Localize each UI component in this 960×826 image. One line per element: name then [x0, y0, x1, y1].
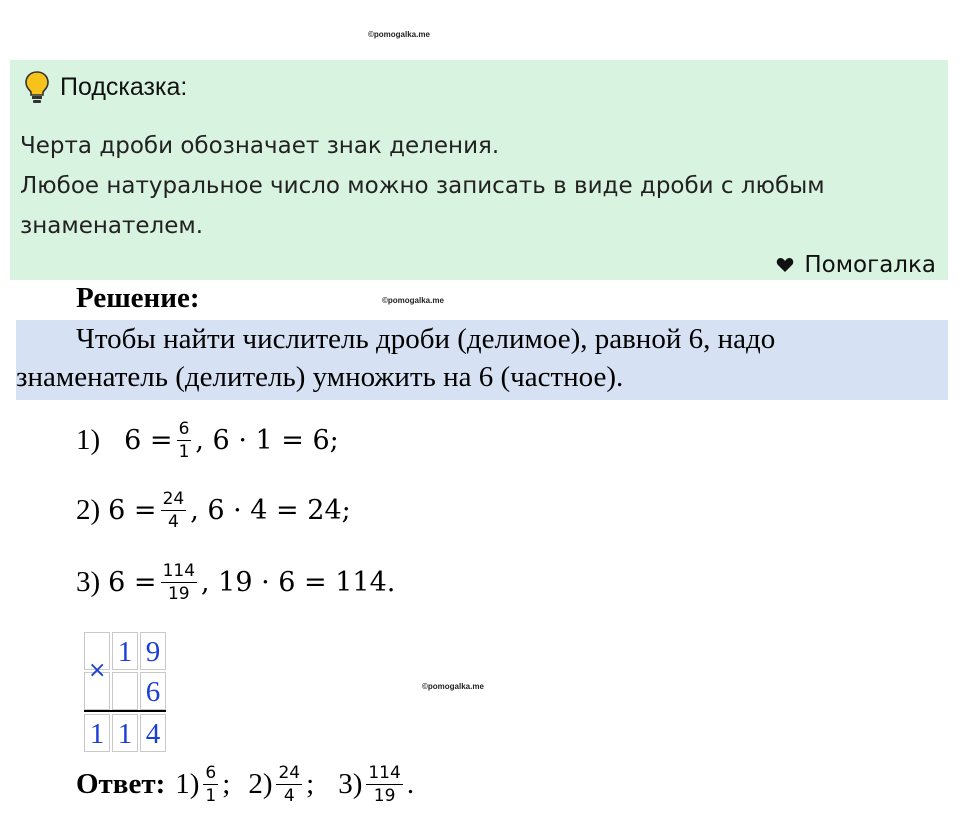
answer-line: [76, 762, 414, 807]
paragraph-line: Чтобы найти числитель дроби (делимое), равной 6, надо: [76, 323, 776, 355]
heart-icon: [776, 257, 794, 273]
solution-paragraph: [16, 320, 948, 400]
step-rest: , 6 · 4 = 24;: [190, 495, 351, 526]
denominator: 1: [178, 442, 190, 462]
numerator: 24: [162, 489, 185, 509]
answer-item-label: 2): [248, 768, 273, 800]
grid-cell: 9: [140, 632, 166, 670]
hint-line: знаменателем.: [20, 213, 204, 239]
numerator: 114: [368, 763, 401, 783]
hint-title: Подсказка:: [60, 72, 188, 101]
grid-cell: 1: [84, 714, 110, 752]
denominator: 19: [167, 584, 190, 604]
solution-title: Решение:: [76, 282, 200, 314]
answer-separator: .: [406, 768, 415, 800]
numerator: 6: [205, 763, 217, 783]
fraction: [276, 762, 302, 807]
denominator: 1: [205, 786, 217, 806]
numerator: 114: [162, 561, 196, 581]
answer-separator: ;: [306, 768, 315, 800]
hint-box: [10, 60, 948, 280]
step-3: [76, 560, 395, 605]
result-line: [84, 710, 166, 712]
step-lhs: 6 =: [124, 425, 173, 456]
step-rest: , 19 · 6 = 114.: [201, 567, 396, 598]
step-2: [76, 488, 351, 533]
grid-cell: 1: [112, 714, 138, 752]
multiplication-grid: [84, 632, 166, 752]
hint-text: [20, 126, 940, 246]
denominator: 19: [373, 786, 396, 806]
fraction: [177, 418, 192, 463]
lightbulb-icon: [24, 70, 50, 104]
step-label: 2): [76, 494, 101, 526]
fraction: [161, 488, 187, 533]
grid-cell: [112, 672, 138, 710]
watermark: ©pomogalka.me: [422, 682, 484, 691]
hint-line: Черта дроби обозначает знак деления.: [20, 133, 500, 159]
brand-label: [776, 252, 936, 278]
fraction: [161, 560, 197, 605]
numerator: 6: [178, 419, 190, 439]
denominator: 4: [167, 512, 179, 532]
answer-label: Ответ:: [76, 768, 166, 800]
step-lhs: 6 =: [108, 567, 157, 598]
paragraph-line: знаменатель (делитель) умножить на 6 (частное).: [16, 361, 624, 393]
answer-item-label: 1): [175, 768, 200, 800]
grid-cell: 4: [140, 714, 166, 752]
hint-header: [24, 70, 187, 104]
brand-name: Помогалка: [804, 252, 936, 278]
fraction: [366, 762, 402, 807]
grid-cell: 1: [112, 632, 138, 670]
step-label: 1): [76, 424, 101, 456]
answer-separator: ;: [222, 768, 231, 800]
grid-cell: 6: [140, 672, 166, 710]
step-lhs: 6 =: [108, 495, 157, 526]
step-1: [76, 418, 339, 463]
answer-item-label: 3): [338, 768, 363, 800]
step-label: 3): [76, 566, 101, 598]
step-rest: , 6 · 1 = 6;: [195, 425, 339, 456]
watermark: ©pomogalka.me: [368, 30, 430, 39]
fraction: [203, 762, 218, 807]
watermark: ©pomogalka.me: [382, 296, 444, 305]
denominator: 4: [283, 786, 295, 806]
numerator: 24: [278, 763, 301, 783]
hint-line: Любое натуральное число можно записать в виде дроби с любым: [20, 173, 825, 199]
multiply-sign: ×: [88, 658, 107, 683]
